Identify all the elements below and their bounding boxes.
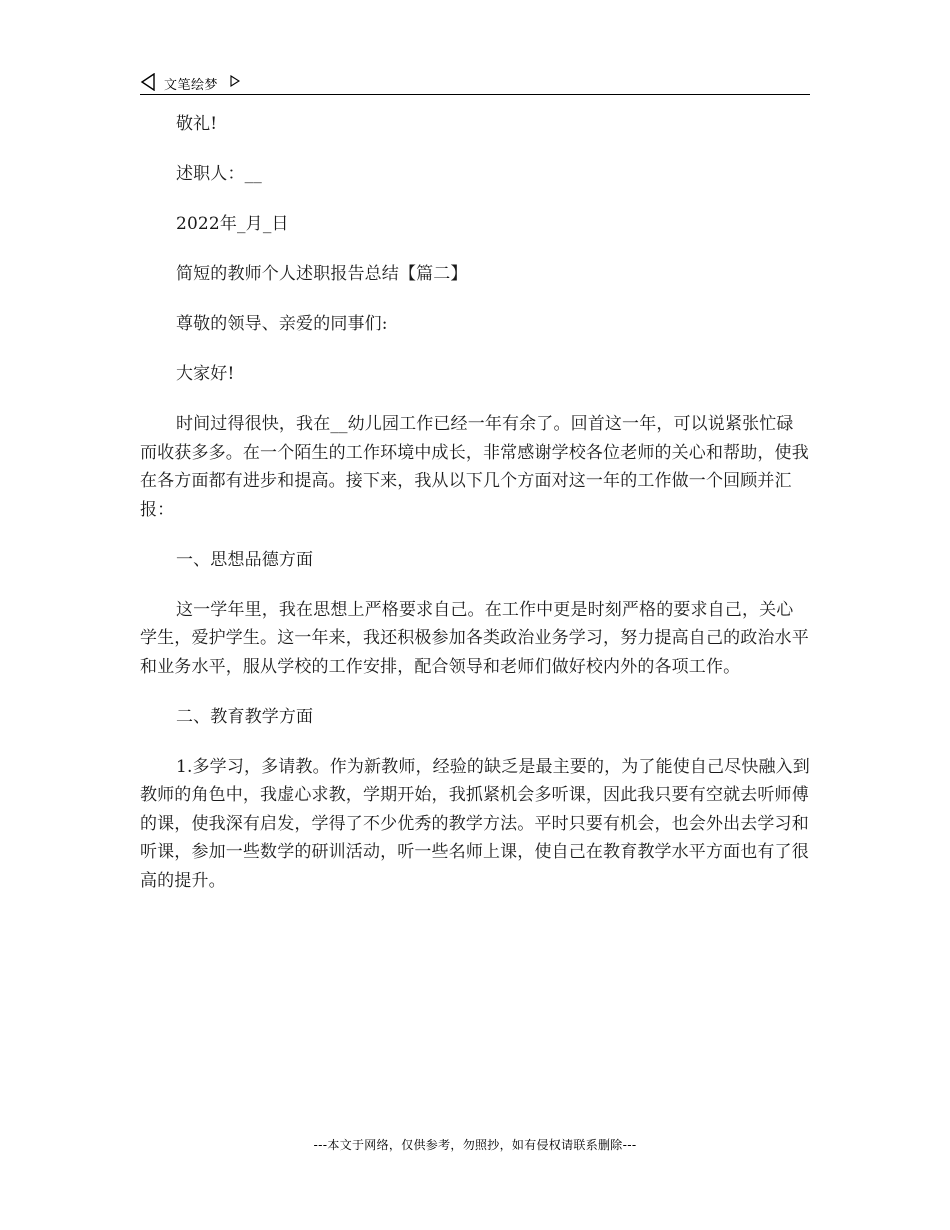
signature-line: 述职人：__ [176,164,262,184]
closing-salute: 敬礼! [176,114,218,134]
date-line: 2022年_月_日 [176,214,289,234]
subheading: 一、思想品德方面 [176,549,314,570]
triangle-left-icon [140,73,156,91]
footer-notice: ---本文于网络，仅供参考，勿照抄，如有侵权请联系删除--- [313,1138,637,1152]
document-body [140,110,810,895]
body-paragraph: 1.多学习，多请教。作为新教师，经验的缺乏是最主要的，为了能使自己尽快融入到教师的角色中，我虚心求教，学期开始，我抓紧机会多听课，因此我只要有空就去听师傅的课，使我深有启发，学得了不少优秀的教学方法。平时只要有机会，也会外出去学习和听课，参加一些数学的研训活动，听一些名师上课，使自己在教育教学水平方面也有了很高的提升。 [140,756,810,891]
salutation: 尊敬的领导、亲爱的同事们: [176,314,388,334]
brand-name: 文笔绘梦 [164,78,219,93]
body-paragraph: 这一学年里，我在思想上严格要求自己。在工作中更是时刻严格的要求自己，关心学生，爱护学生。这一年来，我还积极参加各类政治业务学习，努力提高自己的政治水平和业务水平，服从学校的工作安排，配合领导和老师们做好校内外的各项工作。 [140,599,809,677]
body-paragraph: 时间过得很快，我在__幼儿园工作已经一年有余了。回首这一年，可以说紧张忙碌而收获多多。在一个陌生的工作环境中成长，非常感谢学校各位老师的关心和帮助，使我在各方面都有进步和提高。接下来，我从以下几个方面对这一年的工作做一个回顾并汇报： [140,414,809,520]
section-title: 简短的教师个人述职报告总结【篇二】 [176,264,468,284]
greeting: 大家好! [176,364,235,384]
page-header [140,72,810,95]
triangle-right-icon [230,75,240,87]
subheading: 二、教育教学方面 [176,706,314,727]
